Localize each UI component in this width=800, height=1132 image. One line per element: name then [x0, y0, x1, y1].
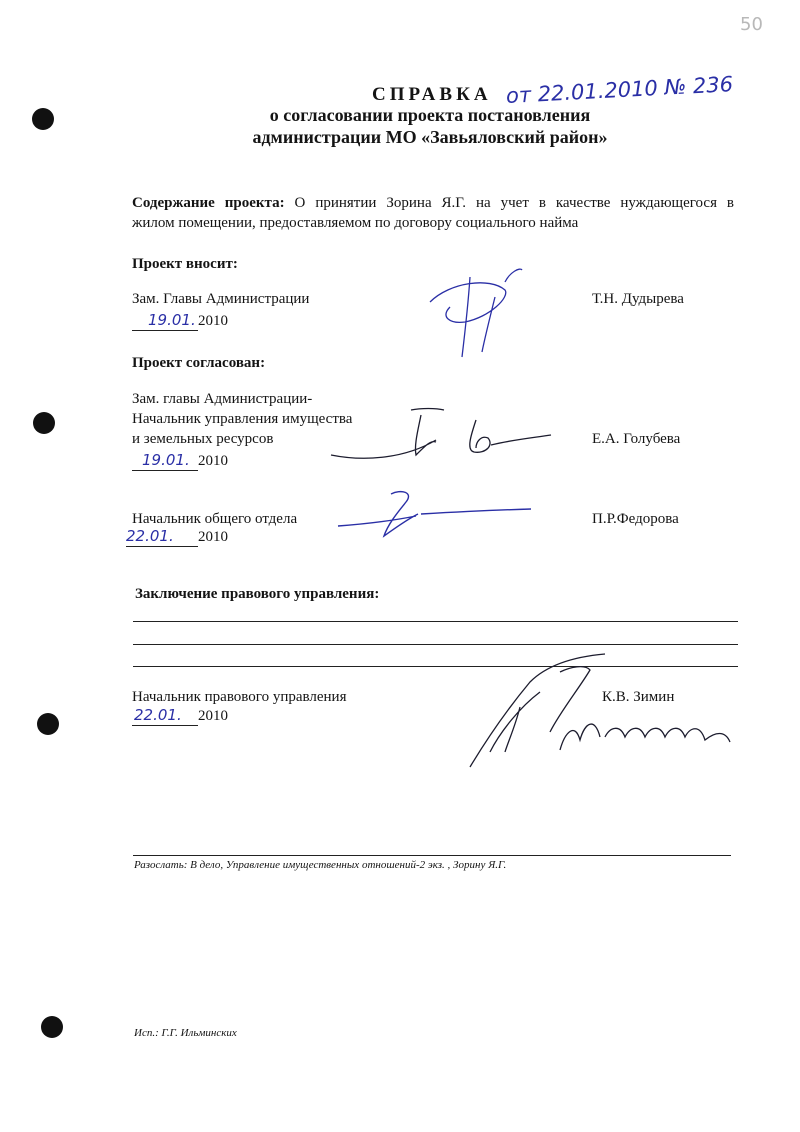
- legal-conclusion-line-1: [133, 621, 738, 622]
- signature-dudyreva: [410, 262, 540, 362]
- submitter-position: Зам. Главы Администрации: [132, 291, 310, 307]
- approved-heading: Проект согласован:: [132, 355, 266, 371]
- approver1-name: Е.А. Голубева: [592, 431, 681, 447]
- project-content-text-line1: О принятии Зорина Я.Г. на учет в качестве нуждающегося в: [294, 195, 734, 211]
- approver2-year: 2010: [198, 529, 228, 545]
- submitter-date: [132, 311, 228, 331]
- document-subtitle-line1: о согласовании проекта постановления: [269, 105, 591, 125]
- project-content-text-line2: жилом помещении, предоставляемом по договору социального найма: [132, 215, 579, 231]
- page-number: 50: [740, 14, 763, 35]
- document-subtitle-line2: администрации МО «Завьяловский район»: [252, 127, 608, 147]
- legal-position: Начальник правового управления: [132, 689, 347, 705]
- registration-number-handwritten: от 22.01.2010 № 236: [505, 72, 734, 108]
- document-header: [0, 72, 800, 150]
- approver2-position: Начальник общего отдела: [132, 511, 298, 527]
- submitted-heading: Проект вносит:: [132, 256, 238, 272]
- punch-hole-3: [37, 713, 59, 735]
- submitter-year: 2010: [198, 313, 228, 329]
- legal-date: [132, 706, 228, 726]
- punch-hole-4: [41, 1016, 63, 1038]
- distribution-list: Разослать: В дело, Управление имущественных отношений-2 экз. , Зорину Я.Г.: [134, 859, 507, 871]
- approver2-date: [126, 527, 228, 547]
- approver1-year: 2010: [198, 453, 228, 469]
- signature-fedorova: [336, 484, 536, 544]
- approver1-date: [132, 451, 228, 471]
- approver1-position-line3: и земельных ресурсов: [132, 431, 274, 447]
- legal-date-handwritten: 22.01.: [134, 706, 182, 724]
- legal-year: 2010: [198, 708, 228, 724]
- executor: Исп.: Г.Г. Ильминских: [134, 1027, 237, 1039]
- punch-hole-2: [33, 412, 55, 434]
- project-content-label: Содержание проекта:: [132, 195, 285, 211]
- submitter-name: Т.Н. Дудырева: [592, 291, 684, 307]
- legal-conclusion-line-2: [133, 644, 738, 645]
- project-content: [132, 193, 734, 233]
- approver1-date-handwritten: 19.01.: [142, 451, 190, 469]
- distribution-separator: [133, 855, 731, 856]
- submitter-date-handwritten: 19.01.: [148, 311, 196, 329]
- approver1-position-line1: Зам. главы Администрации-: [132, 391, 313, 407]
- approver2-date-handwritten: 22.01.: [126, 527, 174, 545]
- approver1-position: [132, 389, 352, 449]
- signature-zimin: [460, 652, 750, 777]
- approver2-name: П.Р.Федорова: [592, 511, 679, 527]
- document-title: СПРАВКА: [372, 84, 492, 105]
- signature-golubeva: [326, 400, 556, 470]
- approver1-position-line2: Начальник управления имущества: [132, 411, 353, 427]
- legal-heading: Заключение правового управления:: [135, 586, 380, 602]
- legal-name: К.В. Зимин: [602, 689, 675, 705]
